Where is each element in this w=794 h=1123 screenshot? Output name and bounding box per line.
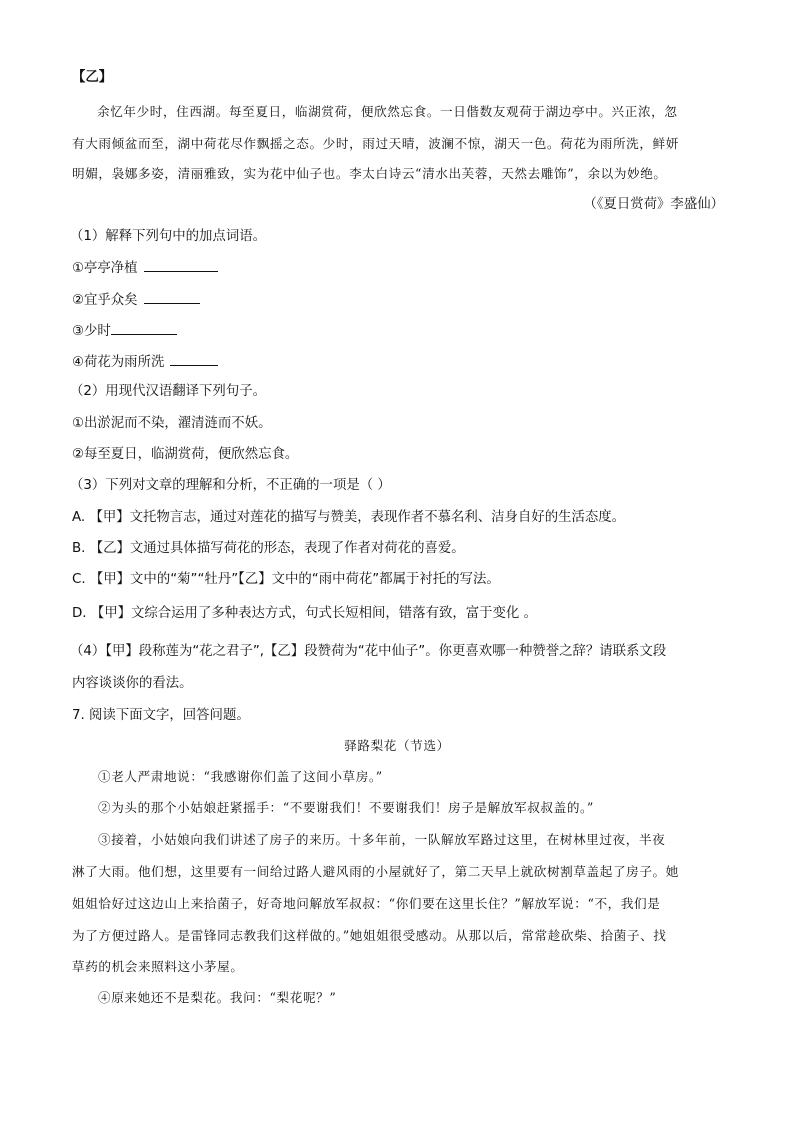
- passage-line: 有大雨倾盆而至，湖中荷花尽作飘摇之态。少时，雨过天晴，波澜不惊，湖天一色。荷花为雨所洗，鲜妍: [72, 136, 679, 151]
- q2-item: ②每至夏日，临湖赏荷，便欣然忘食。: [72, 447, 299, 462]
- q3-option-c[interactable]: C. 【甲】文中的“菊”“牡丹”【乙】文中的“雨中荷花”都属于衬托的写法。: [72, 572, 500, 587]
- q3-option-a[interactable]: A. 【甲】文托物言志，通过对莲花的描写与赞美，表现作者不慕名利、洁身自好的生活态度。: [72, 510, 626, 525]
- answer-blank[interactable]: [170, 353, 218, 366]
- passage-line: 余忆年少时，住西湖。每至夏日，临湖赏荷，便欣然忘食。一日偕数友观荷于湖边亭中。兴正浓，忽: [97, 104, 678, 119]
- answer-blank[interactable]: [144, 291, 200, 304]
- q1-item-1: [72, 257, 218, 276]
- q1-item-text: ③少时: [72, 324, 111, 339]
- q1-item-2: [72, 289, 200, 308]
- q1-item-4: [72, 351, 218, 370]
- passage-paragraph-3-line: 为了方便过路人。是雷锋同志教我们这样做的。”她姐姐很受感动。从那以后，常常趁砍柴、拾菌子、找: [72, 928, 667, 943]
- q1-item-text: ①亭亭净植: [72, 261, 138, 276]
- q3-option-d[interactable]: D. 【甲】文综合运用了多种表达方式，句式长短相间，错落有致，富于变化 。: [72, 606, 537, 621]
- passage-line: 明媚，袅娜多姿，清丽雅致，实为花中仙子也。李太白诗云“清水出芙蓉，天然去雕饰”，余以为妙绝。: [72, 166, 667, 181]
- answer-blank[interactable]: [111, 322, 177, 335]
- passage-paragraph-3-line: ③接着，小姑娘向我们讲述了房子的来历。十多年前，一队解放军路过这里，在树林里过夜，半夜: [98, 832, 666, 847]
- question-4-line: 内容谈谈你的看法。: [72, 676, 193, 691]
- passage-title: 驿路梨花（节选）: [344, 738, 450, 753]
- question-3-prompt: （3）下列对文章的理解和分析，不正确的一项是（ ）: [70, 478, 391, 493]
- question-4-line: （4）【甲】段称莲为“花之君子”,【乙】段赞荷为“花中仙子”。你更喜欢哪一种赞誉之辞？请联系文段: [70, 644, 667, 659]
- question-2-prompt: （2）用现代汉语翻译下列句子。: [70, 384, 266, 399]
- q1-item-3: [72, 320, 177, 339]
- section-heading-yi: 【乙】: [72, 70, 113, 85]
- passage-paragraph-2: ②为头的那个小姑娘赶紧摇手：“不要谢我们！不要谢我们！房子是解放军叔叔盖的。”: [98, 800, 594, 815]
- passage-paragraph-1: ①老人严肃地说：“我感谢你们盖了这间小草房。”: [98, 769, 383, 784]
- passage-paragraph-3-line: 草药的机会来照料这小茅屋。: [72, 959, 244, 974]
- question-7-prompt: 7. 阅读下面文字，回答问题。: [72, 708, 250, 723]
- q1-item-text: ②宜乎众矣: [72, 293, 138, 308]
- passage-paragraph-3-line: 姐姐恰好过这边山上来拾菌子，好奇地问解放军叔叔：“你们要在这里长住？”解放军说：“不，我们是: [72, 896, 661, 911]
- answer-blank[interactable]: [144, 259, 218, 272]
- q2-item: ①出淤泥而不染，濯清涟而不妖。: [72, 416, 272, 431]
- passage-source: （《夏日赏荷》李盛仙）: [583, 197, 724, 212]
- q1-item-text: ④荷花为雨所洗: [72, 355, 165, 370]
- q3-option-b[interactable]: B. 【乙】文通过具体描写荷花的形态，表现了作者对荷花的喜爱。: [72, 541, 465, 556]
- question-1-prompt: （1）解释下列句中的加点词语。: [70, 229, 266, 244]
- passage-paragraph-3-line: 淋了大雨。他们想，这里要有一间给过路人避风雨的小屋就好了，第二天早上就砍树割草盖起了房子。她: [72, 864, 679, 879]
- passage-paragraph-4: ④原来她还不是梨花。我问：“梨花呢？”: [98, 990, 337, 1005]
